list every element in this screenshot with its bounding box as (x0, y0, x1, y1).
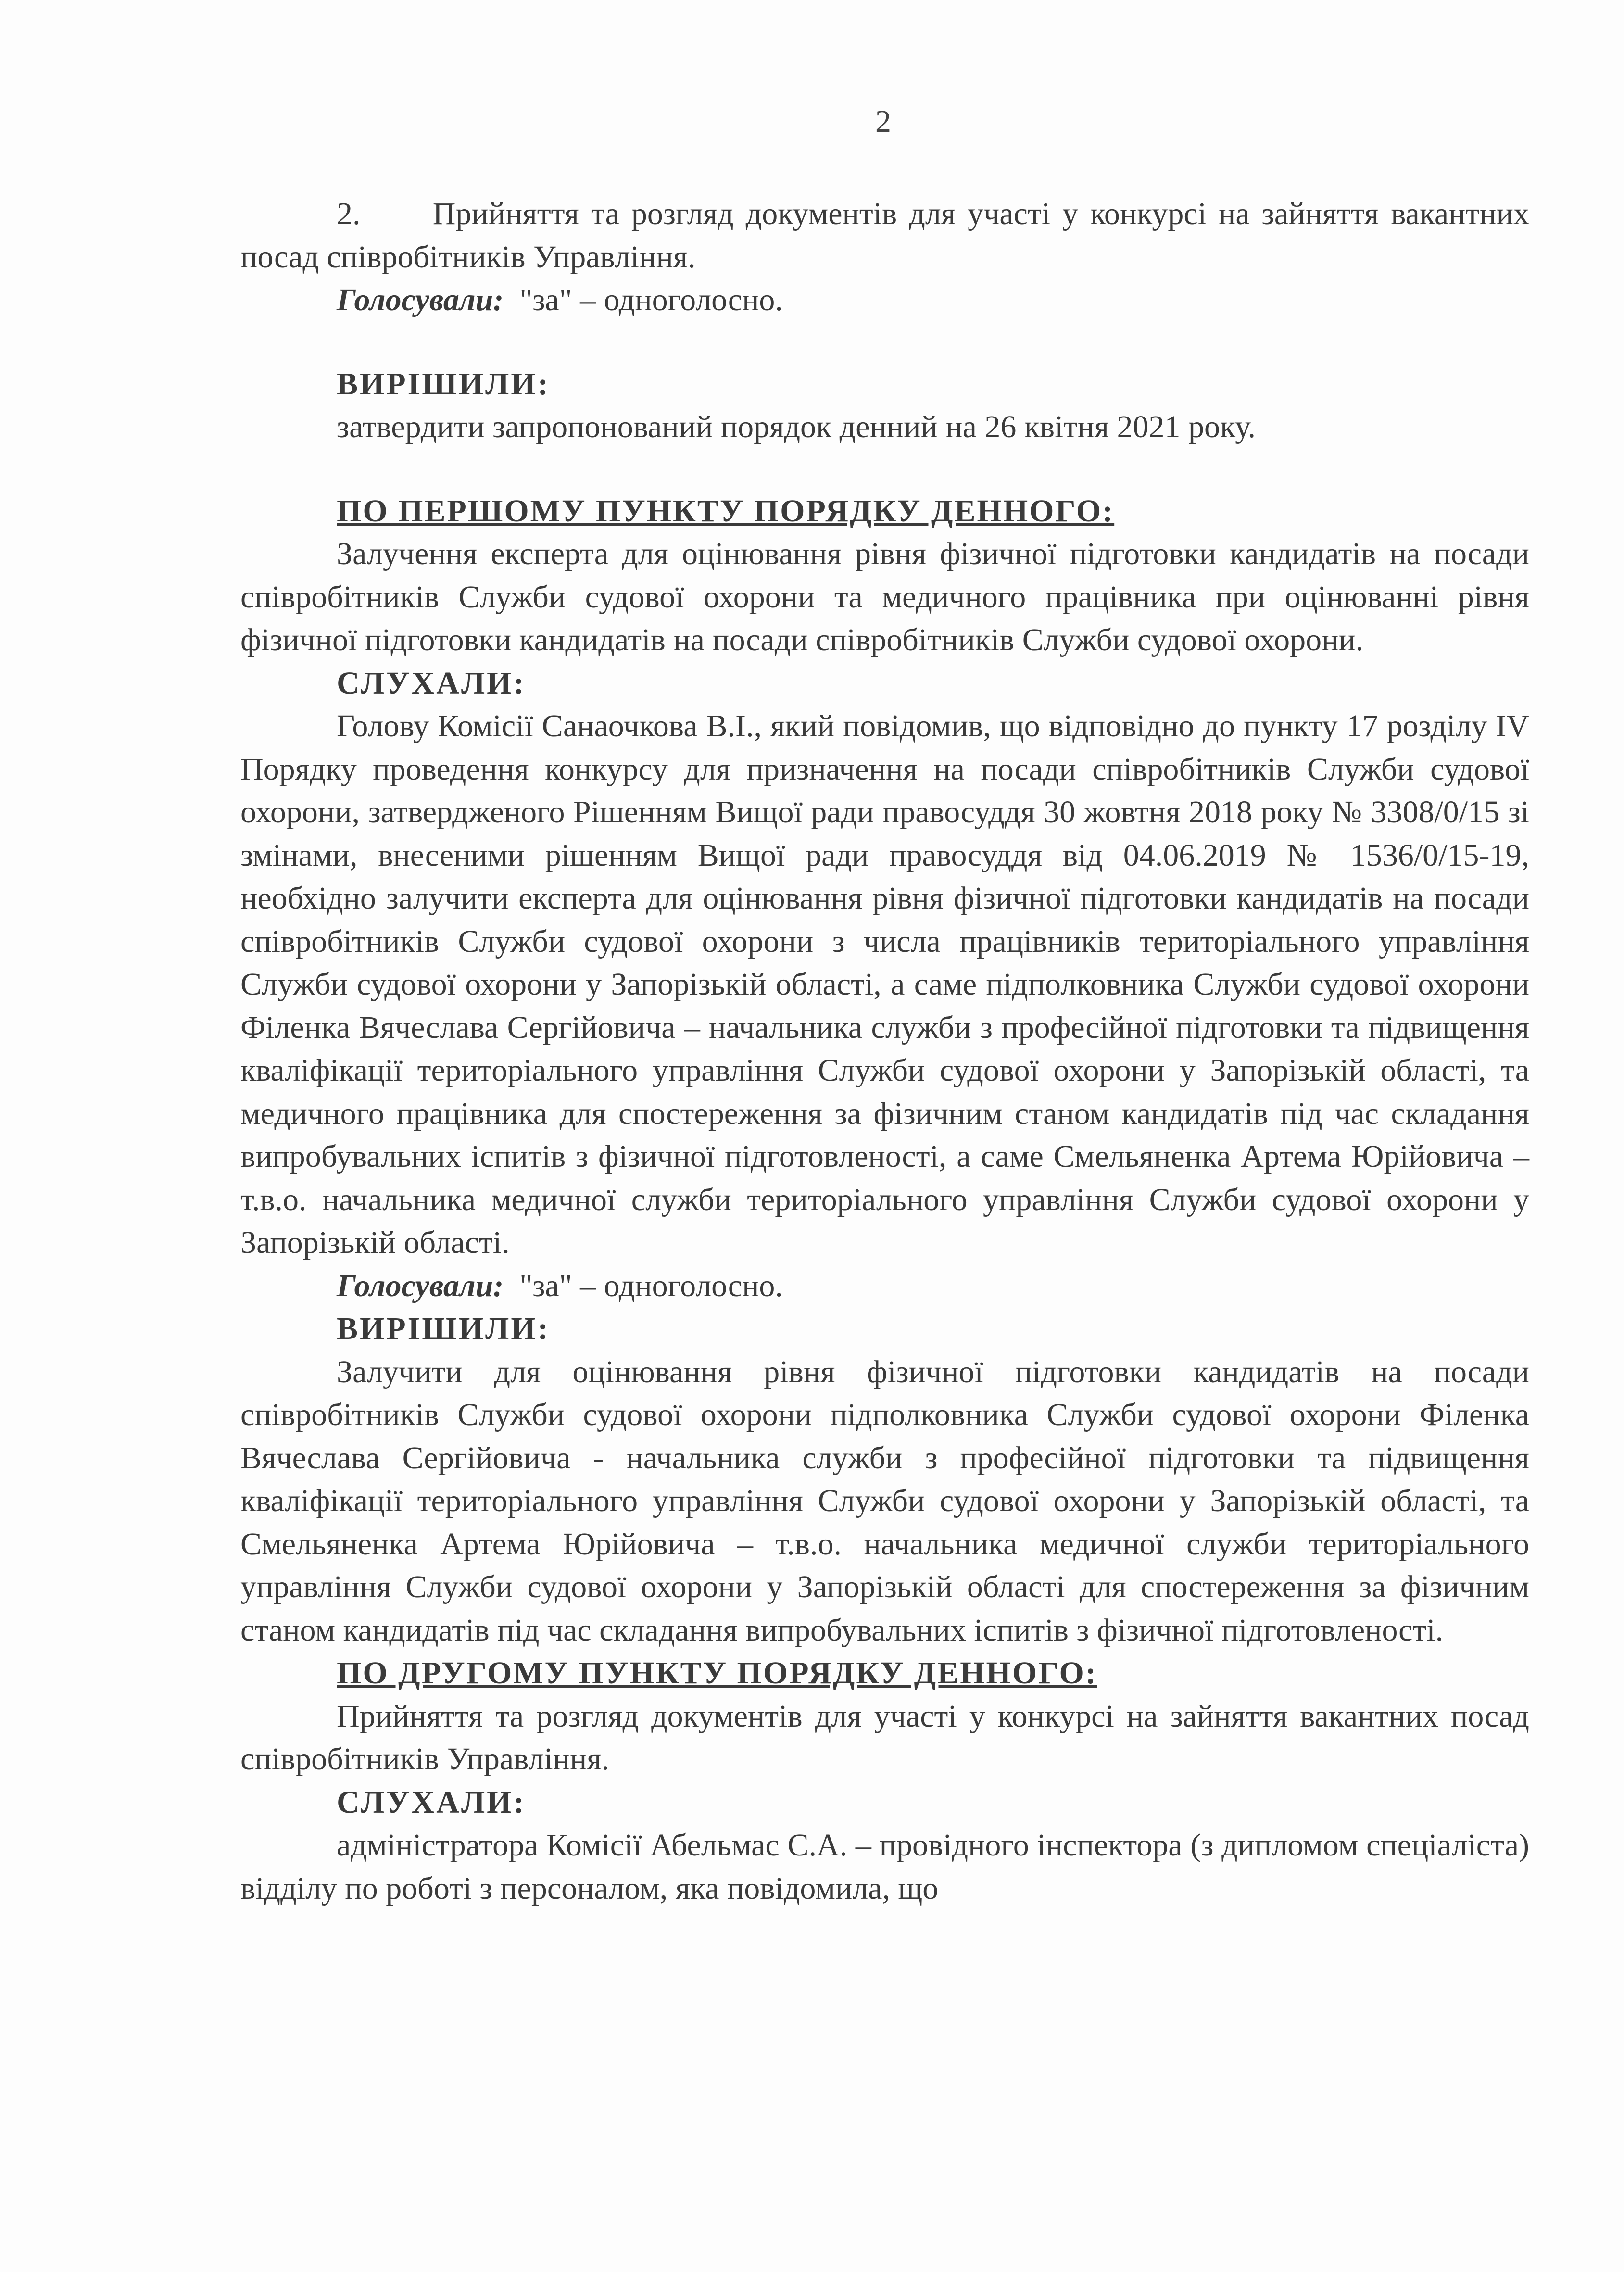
section-1-heard-heading: СЛУХАЛИ: (337, 665, 526, 701)
agenda-item-text: Прийняття та розгляд документів для участі у конкурсі на зайняття вакантних посад співробітників Управління. (240, 196, 1530, 275)
section-1-vote-label: Голосували: (337, 1268, 504, 1303)
section-2-topic: Прийняття та розгляд документів для участі у конкурсі на зайняття вакантних посад співробітників Управління. (240, 1698, 1529, 1777)
section-1-title: ПО ПЕРШОМУ ПУНКТУ ПОРЯДКУ ДЕННОГО: (337, 493, 1115, 529)
section-1-vote-line (240, 1264, 1529, 1308)
section-1-heard-text: Голову Комісії Санаочкова В.І., який повідомив, що відповідно до пункту 17 розділу IV Порядку проведення конкурсу для призначення на посади співробітників Служби судової охорони, затвердженого Рішенням Вищої ради правосуддя 30 жовтня 2018 року № 3308/0/15 зі змінами, внесеними рішенням Вищої ради правосуддя від 04.06.2019 № 1536/0/15-19, необхідно залучити експерта для оцінювання рівня фізичної підготовки кандидатів на посади співробітників Служби судової охорони з числа працівників територіального управління Служби судової охорони у Запорізькій області, а саме підполковника Служби судової охорони Філенка Вячеслава Сергійовича – начальника служби з професійної підготовки та підвищення кваліфікації територіального управління Служби судової охорони у Запорізькій області, та медичного працівника для спостереження за фізичним станом кандидатів під час складання випробувальних іспитів з фізичної підготовленості, а саме Смельяненка Артема Юрійовича – т.в.о. начальника медичної служби територіального управління Служби судової охорони у Запорізькій області. (240, 708, 1529, 1260)
page-content (240, 192, 1529, 1910)
section-1-decided-text: Залучити для оцінювання рівня фізичної підготовки кандидатів на посади співробітників Служби судової охорони підполковника Служби судової охорони Філенка Вячеслава Сергійовича - начальника служби з професійної підготовки та підвищення кваліфікації територіального управління Служби судової охорони у Запорізькій області, та Смельяненка Артема Юрійовича – т.в.о. начальника медичної служби територіального управління Служби судової охорони у Запорізькій області для спостереження за фізичним станом кандидатів під час складання випробувальних іспитів з фізичної підготовленості. (240, 1354, 1529, 1648)
decided-text: затвердити запропонований порядок денний на 26 квітня 2021 року. (337, 409, 1256, 444)
vote-result: "за" – одноголосно. (519, 282, 783, 317)
section-2-heard-text: адміністратора Комісії Абельмас С.А. – провідного інспектора (з дипломом спеціаліста) відділу по роботі з персоналом, яка повідомила, що (240, 1828, 1529, 1906)
section-1-vote-result: "за" – одноголосно. (519, 1268, 783, 1303)
page-number: 2 (875, 104, 891, 139)
section-1-decided-heading: ВИРІШИЛИ: (337, 1311, 550, 1346)
section-2-title: ПО ДРУГОМУ ПУНКТУ ПОРЯДКУ ДЕННОГО: (337, 1655, 1097, 1691)
decided-heading: ВИРІШИЛИ: (337, 366, 550, 402)
section-2-heard-heading: СЛУХАЛИ: (337, 1784, 526, 1820)
vote-label: Голосували: (337, 282, 504, 317)
agenda-item-number: 2. (337, 196, 361, 231)
agenda-item-2 (240, 192, 1529, 278)
vote-line (240, 278, 1529, 322)
section-1-topic: Залучення експерта для оцінювання рівня фізичної підготовки кандидатів на посади співробітників Служби судової охорони та медичного працівника при оцінюванні рівня фізичної підготовки кандидатів на посади співробітників Служби судової охорони. (240, 536, 1529, 657)
